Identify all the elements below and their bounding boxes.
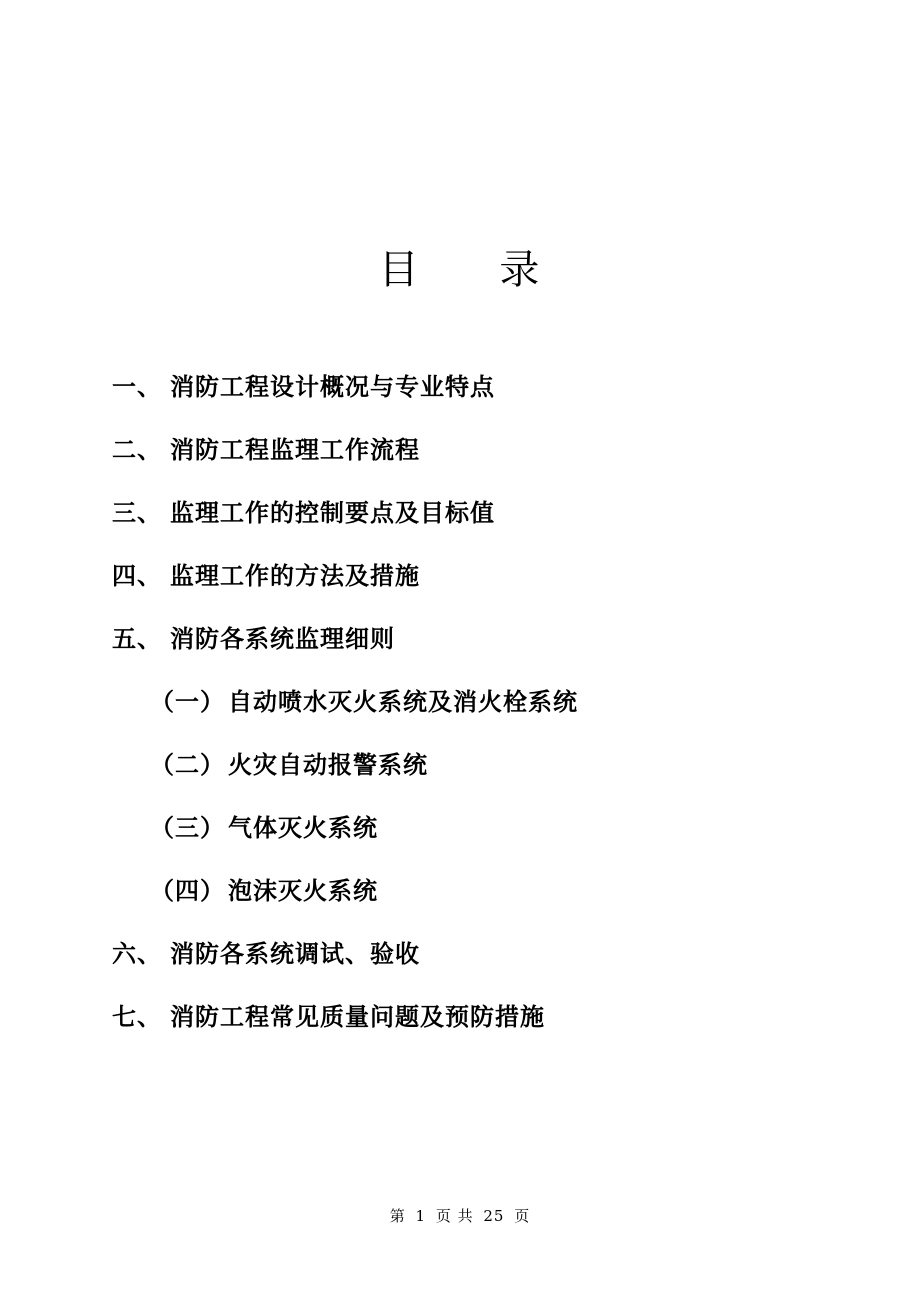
toc-item-2[interactable] [112, 430, 420, 470]
toc-item-1[interactable] [112, 367, 495, 407]
toc-item-text: 气体灭火系统 [228, 814, 378, 842]
toc-item-7[interactable] [112, 997, 545, 1037]
toc-item-text: 自动喷水灭火系统及消火栓系统 [228, 688, 578, 716]
toc-subitem-1[interactable] [150, 682, 578, 722]
toc-item-number: （二） [150, 751, 225, 779]
page-footer [0, 1205, 920, 1226]
toc-item-text: 消防工程设计概况与专业特点 [170, 373, 495, 401]
footer-page-number: 1 [415, 1207, 427, 1225]
toc-item-text: 监理工作的方法及措施 [170, 562, 420, 590]
toc-item-text: 消防各系统监理细则 [170, 625, 395, 653]
toc-item-text: 消防工程监理工作流程 [170, 436, 420, 464]
page-title [0, 238, 920, 295]
toc-item-number: （四） [150, 877, 225, 905]
footer-prefix: 第 [389, 1207, 406, 1225]
toc-item-6[interactable] [112, 934, 420, 974]
toc-subitem-2[interactable] [150, 745, 428, 785]
toc-item-5[interactable] [112, 619, 395, 659]
footer-middle: 页 共 [435, 1207, 474, 1225]
toc-item-number: 二、 [112, 436, 162, 464]
toc-item-number: 一、 [112, 373, 162, 401]
toc-item-number: 七、 [112, 1003, 162, 1031]
toc-subitem-4[interactable] [150, 871, 378, 911]
toc-item-number: 三、 [112, 499, 162, 527]
toc-item-text: 消防各系统调试、验收 [170, 940, 420, 968]
toc-item-text: 火灾自动报警系统 [228, 751, 428, 779]
toc-item-number: （一） [150, 688, 225, 716]
toc-item-4[interactable] [112, 556, 420, 596]
toc-subitem-3[interactable] [150, 808, 378, 848]
title-char-2: 录 [499, 247, 542, 293]
toc-item-text: 监理工作的控制要点及目标值 [170, 499, 495, 527]
footer-total-pages: 25 [483, 1207, 505, 1225]
toc-item-number: （三） [150, 814, 225, 842]
title-char-1: 目 [378, 247, 421, 293]
toc-item-number: 四、 [112, 562, 162, 590]
toc-item-text: 泡沫灭火系统 [228, 877, 378, 905]
toc-item-text: 消防工程常见质量问题及预防措施 [170, 1003, 545, 1031]
toc-item-number: 六、 [112, 940, 162, 968]
toc-item-number: 五、 [112, 625, 162, 653]
footer-suffix: 页 [514, 1207, 531, 1225]
toc-item-3[interactable] [112, 493, 495, 533]
